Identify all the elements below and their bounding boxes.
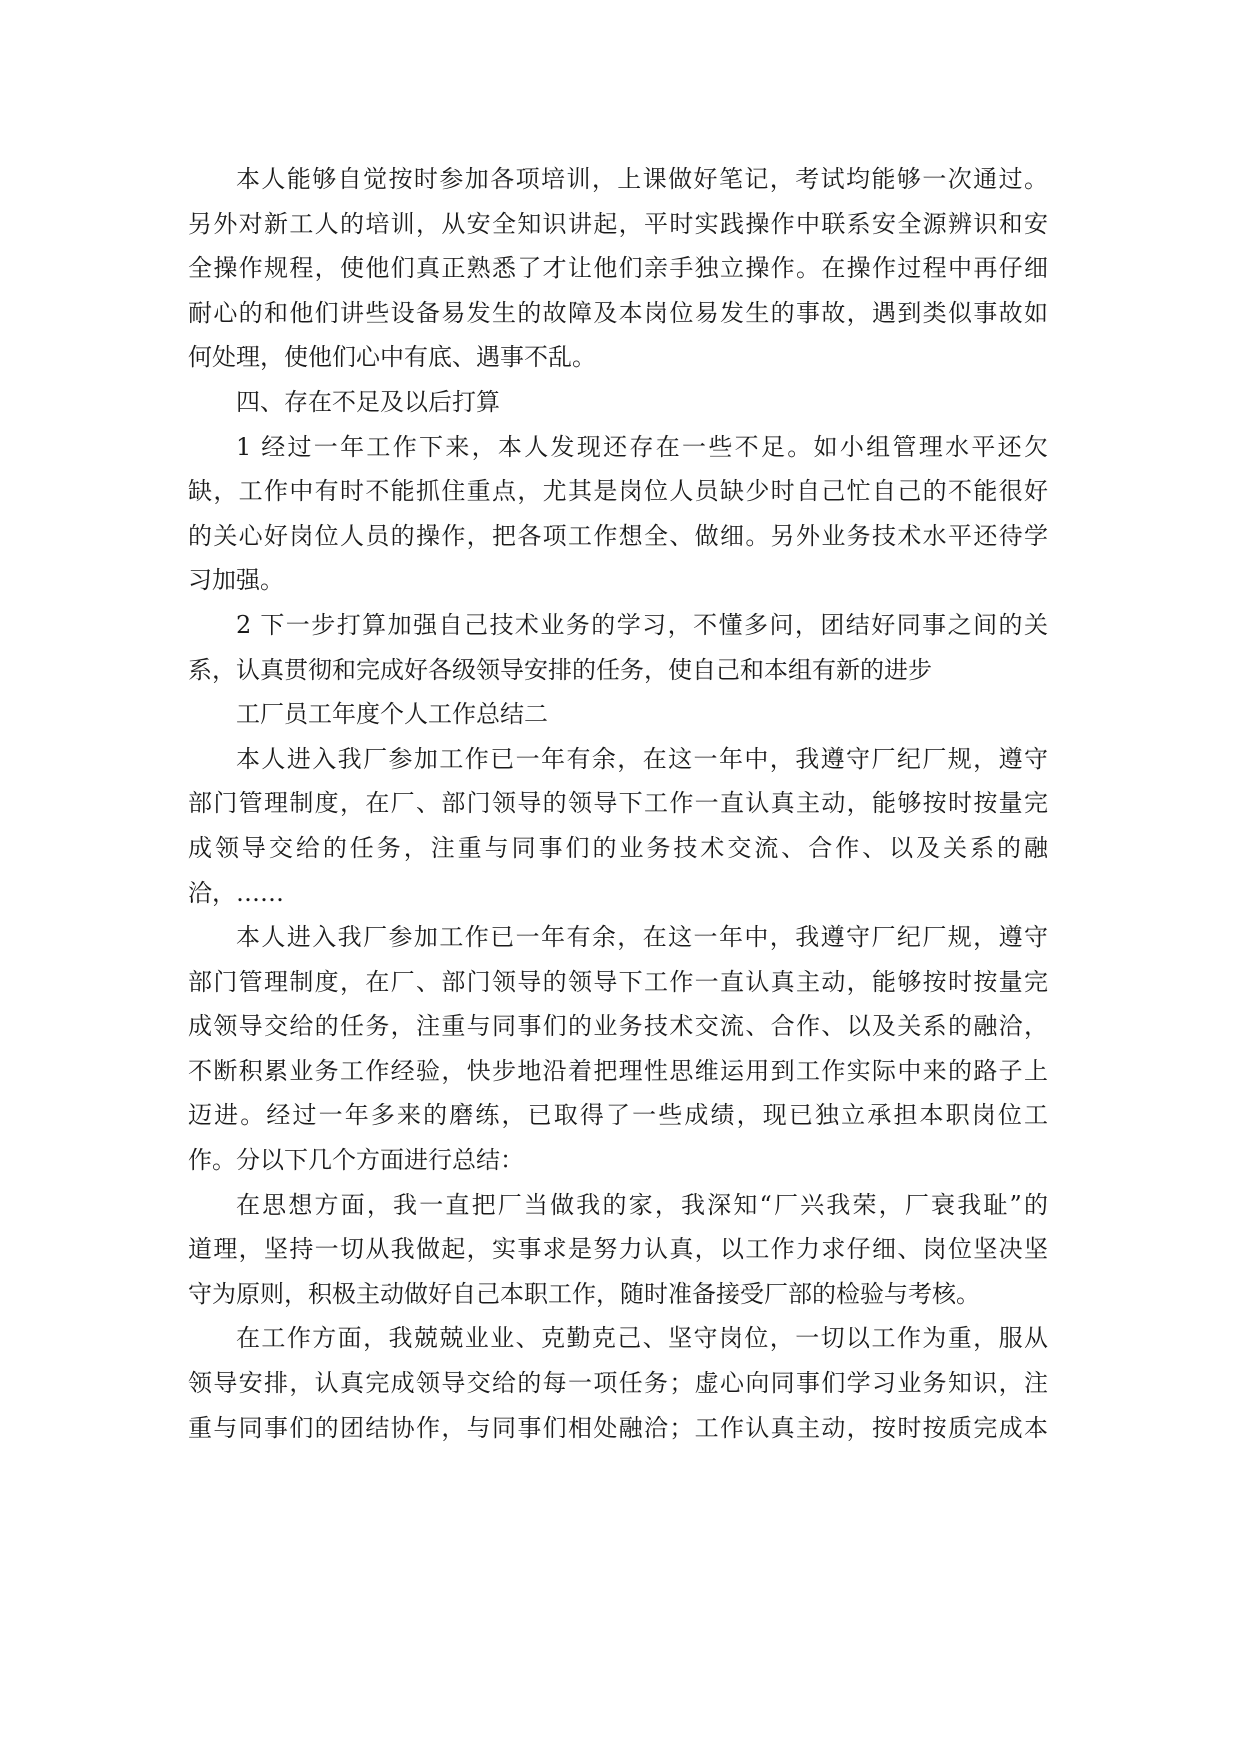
text-line: 成领导交给的任务，注重与同事们的业务技术交流、合作、以及关系的融 xyxy=(188,833,1048,862)
text-line: 迈进。经过一年多来的磨练，已取得了一些成绩，现已独立承担本职岗位工 xyxy=(188,1101,1048,1130)
section-heading: 四、存在不足及以后打算 xyxy=(236,387,500,416)
text-line: 重与同事们的团结协作，与同事们相处融洽；工作认真主动，按时按质完成本 xyxy=(188,1413,1048,1442)
text-line: 本人进入我厂参加工作已一年有余，在这一年中，我遵守厂纪厂规，遵守 xyxy=(236,923,1048,952)
text-line: 本人进入我厂参加工作已一年有余，在这一年中，我遵守厂纪厂规，遵守 xyxy=(236,744,1048,773)
text-line: 全操作规程，使他们真正熟悉了才让他们亲手独立操作。在操作过程中再仔细 xyxy=(188,254,1048,283)
text-line: 部门管理制度，在厂、部门领导的领导下工作一直认真主动，能够按时按量完 xyxy=(188,789,1048,818)
text-line: 习加强。 xyxy=(188,566,284,595)
text-line: 2 下一步打算加强自己技术业务的学习，不懂多问，团结好同事之间的关 xyxy=(236,610,1048,639)
text-line: 另外对新工人的培训，从安全知识讲起，平时实践操作中联系安全源辨识和安 xyxy=(188,209,1048,238)
text-line: 1 经过一年工作下来，本人发现还存在一些不足。如小组管理水平还欠 xyxy=(236,432,1048,461)
text-line: 领导安排，认真完成领导交给的每一项任务；虚心向同事们学习业务知识，注 xyxy=(188,1369,1048,1398)
text-line: 在思想方面，我一直把厂当做我的家，我深知“厂兴我荣，厂衰我耻”的 xyxy=(236,1190,1048,1219)
text-line: 在工作方面，我兢兢业业、克勤克己、坚守岗位，一切以工作为重，服从 xyxy=(236,1324,1048,1353)
text-line: 守为原则，积极主动做好自己本职工作，随时准备接受厂部的检验与考核。 xyxy=(188,1279,980,1308)
text-line: 的关心好岗位人员的操作，把各项工作想全、做细。另外业务技术水平还待学 xyxy=(188,521,1048,550)
text-line: 成领导交给的任务，注重与同事们的业务技术交流、合作、以及关系的融洽， xyxy=(188,1012,1048,1041)
text-line: 耐心的和他们讲些设备易发生的故障及本岗位易发生的事故，遇到类似事故如 xyxy=(188,298,1048,327)
text-line: 本人能够自觉按时参加各项培训，上课做好笔记，考试均能够一次通过。 xyxy=(236,165,1048,193)
text-line: 部门管理制度，在厂、部门领导的领导下工作一直认真主动，能够按时按量完 xyxy=(188,967,1048,996)
text-line: 系，认真贯彻和完成好各级领导安排的任务，使自己和本组有新的进步 xyxy=(188,655,932,684)
text-line: 道理，坚持一切从我做起，实事求是努力认真，以工作力求仔细、岗位坚决坚 xyxy=(188,1235,1048,1264)
text-line: 洽，…… xyxy=(188,878,284,907)
section-title: 工厂员工年度个人工作总结二 xyxy=(236,700,548,729)
text-line: 作。分以下几个方面进行总结： xyxy=(188,1146,524,1175)
text-line: 缺，工作中有时不能抓住重点，尤其是岗位人员缺少时自己忙自己的不能很好 xyxy=(188,477,1048,506)
text-line: 何处理，使他们心中有底、遇事不乱。 xyxy=(188,343,596,372)
document-body xyxy=(188,157,1048,1450)
text-line: 不断积累业务工作经验，快步地沿着把理性思维运用到工作实际中来的路子上 xyxy=(188,1056,1048,1085)
